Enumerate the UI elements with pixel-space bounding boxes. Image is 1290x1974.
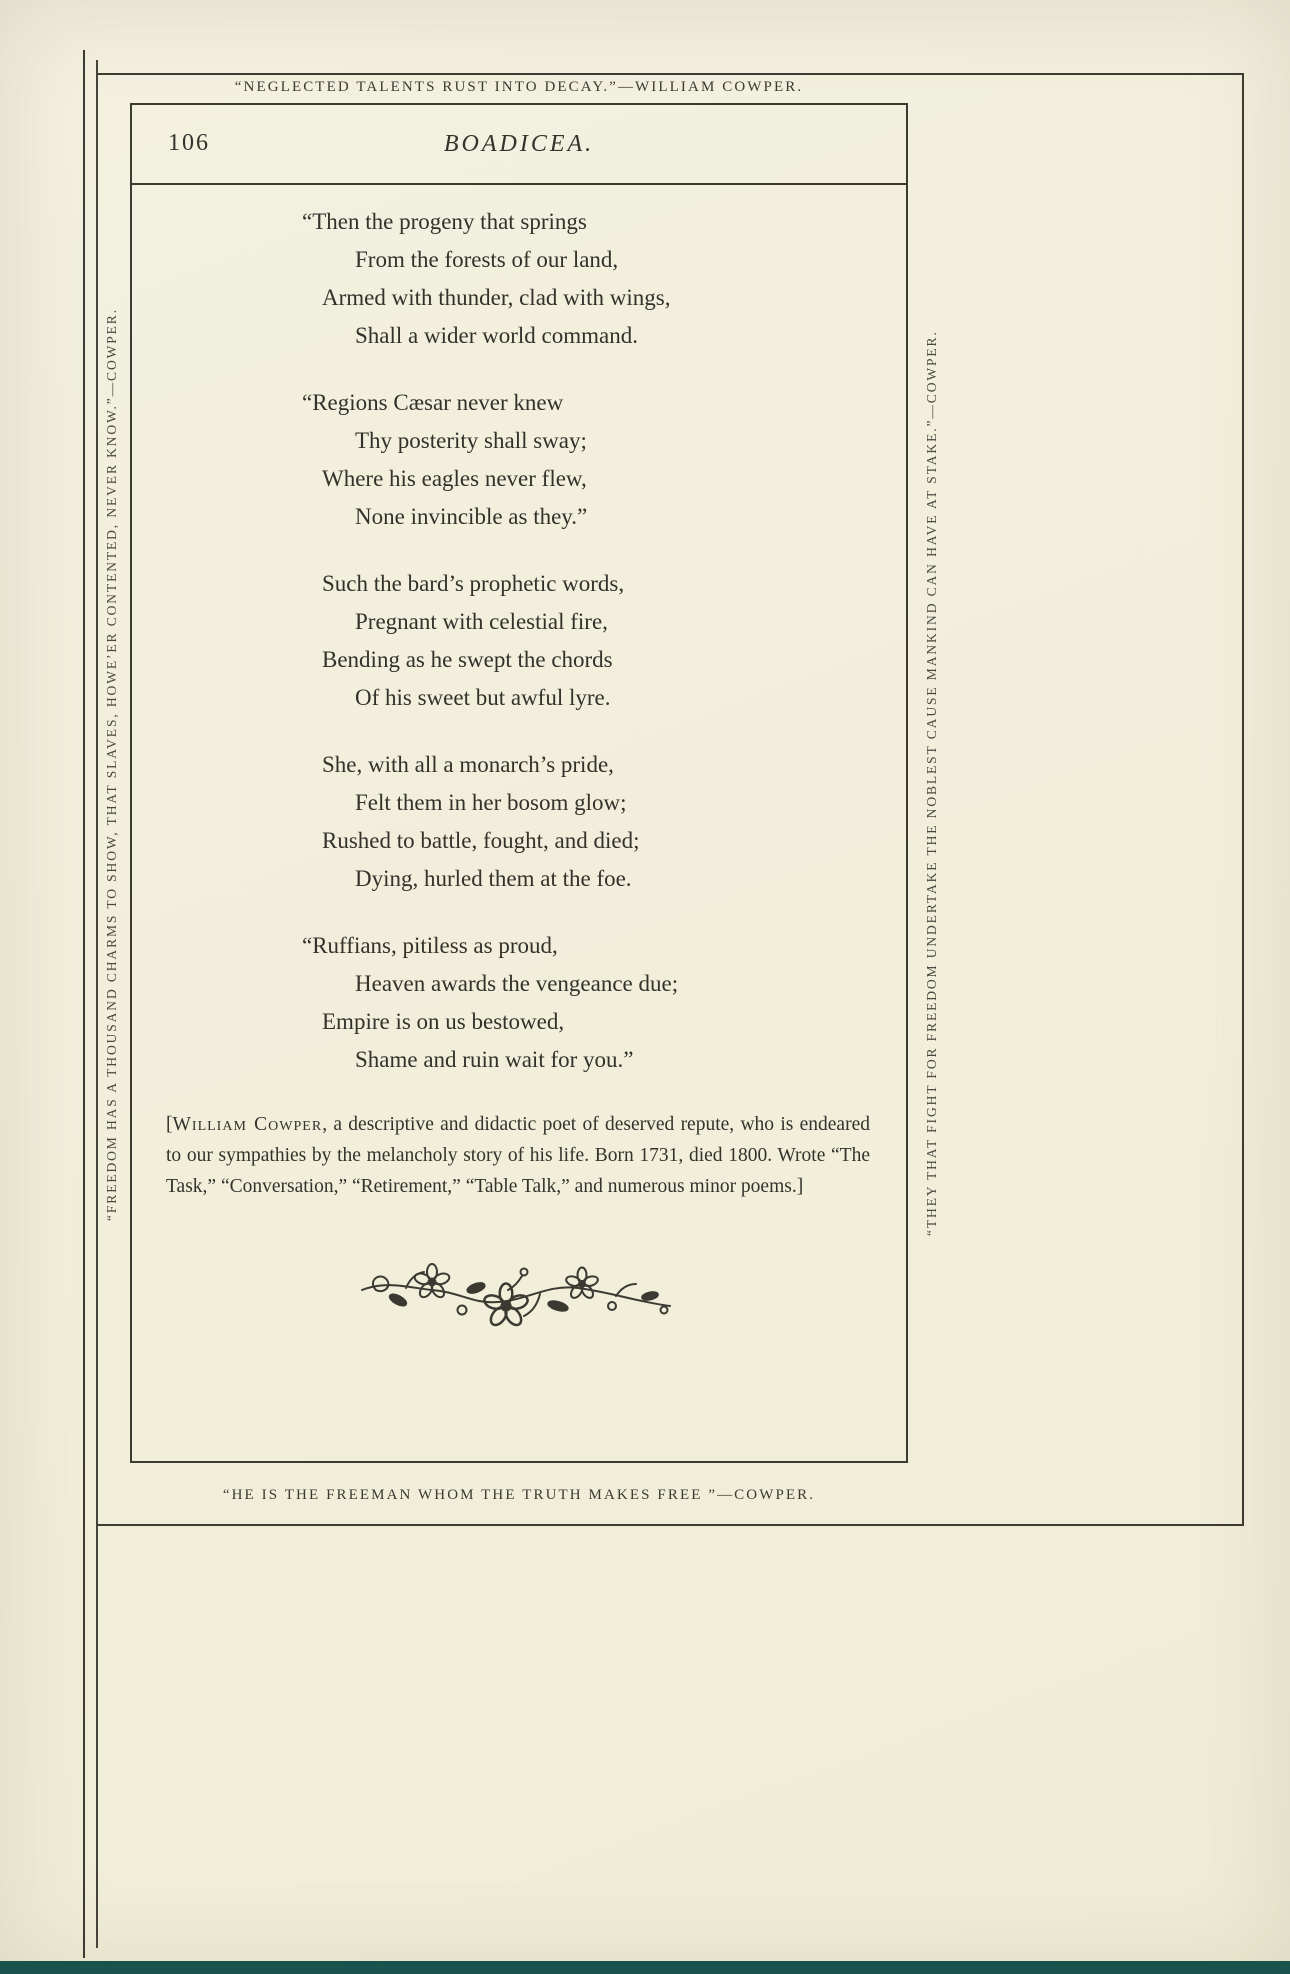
poem: [302, 203, 906, 1079]
poem-line: Shame and ruin wait for you.”: [355, 1047, 634, 1072]
footnote: [166, 1109, 870, 1202]
poem-stanza: [322, 746, 906, 898]
page-title: BOADICEA.: [443, 131, 595, 157]
right-margin-quote: [914, 208, 950, 1358]
poem-line: Empire is on us bestowed,: [322, 1009, 565, 1034]
poem-line: None invincible as they.”: [355, 504, 588, 529]
scan-edge-strip: [0, 1961, 1290, 1974]
poem-line: Rushed to battle, fought, and died;: [322, 828, 640, 853]
poem-line: Bending as he swept the chords: [322, 647, 613, 672]
poem-line: Heaven awards the vengeance due;: [355, 971, 679, 996]
outer-frame-line-left: [83, 50, 85, 1958]
left-margin-quote: [95, 212, 129, 1317]
poem-stanza: [302, 384, 906, 536]
right-margin-quote-text: “THEY THAT FIGHT FOR FREEDOM UNDERTAKE THE NOBLEST CAUSE MANKIND CAN HAVE AT STAKE.”—COWPER.: [924, 330, 939, 1236]
top-margin-quote: “NEGLECTED TALENTS RUST INTO DECAY.”—WILLIAM COWPER.: [234, 79, 804, 95]
poem-line: Thy posterity shall sway;: [355, 428, 587, 453]
poem-line: “Then the progeny that springs: [302, 209, 587, 234]
poem-stanza: [322, 565, 906, 717]
poem-line: Shall a wider world command.: [355, 323, 638, 348]
page-number: 106: [168, 130, 210, 156]
frame-line-bottom: [97, 1524, 1244, 1526]
bottom-margin-quote: “HE IS THE FREEMAN WHOM THE TRUTH MAKES FREE ”—COWPER.: [222, 1487, 816, 1503]
poem-line: “Ruffians, pitiless as proud,: [302, 933, 558, 958]
text-frame: [130, 103, 908, 1463]
poem-stanza: [302, 203, 906, 355]
left-margin-quote-text: “FREEDOM HAS A THOUSAND CHARMS TO SHOW, THAT SLAVES, HOWE’ER CONTENTED, NEVER KNOW.”—COWPER.: [104, 308, 119, 1221]
poem-line: Felt them in her bosom glow;: [355, 790, 627, 815]
poem-stanza: [302, 927, 906, 1079]
poem-line: “Regions Cæsar never knew: [302, 390, 564, 415]
footnote-bracket: [: [166, 1114, 173, 1135]
floral-ornament-drawing: [354, 1244, 684, 1339]
poem-line: Of his sweet but awful lyre.: [355, 685, 611, 710]
frame-line-top: [97, 73, 1244, 75]
frame-line-right: [1242, 73, 1244, 1526]
poem-line: Armed with thunder, clad with wings,: [322, 285, 671, 310]
page-header: [132, 105, 906, 185]
footnote-author: William Cowper: [172, 1114, 323, 1135]
poem-line: Such the bard’s prophetic words,: [322, 571, 625, 596]
poem-line: She, with all a monarch’s pride,: [322, 752, 614, 777]
footnote-body: , a descriptive and didactic poet of deserved repute, who is endeared to our sympathies by the melancholy story of his life. Born 1731, died 1800. Wrote “The Task,” “Conversation,” “Retirement,” “Table Talk,” and numerous minor poems.]: [166, 1114, 870, 1197]
floral-ornament: [132, 1244, 906, 1344]
poem-line: From the forests of our land,: [355, 247, 619, 272]
poem-line: Dying, hurled them at the foe.: [355, 866, 632, 891]
poem-line: Pregnant with celestial fire,: [355, 609, 608, 634]
poem-line: Where his eagles never flew,: [322, 466, 587, 491]
